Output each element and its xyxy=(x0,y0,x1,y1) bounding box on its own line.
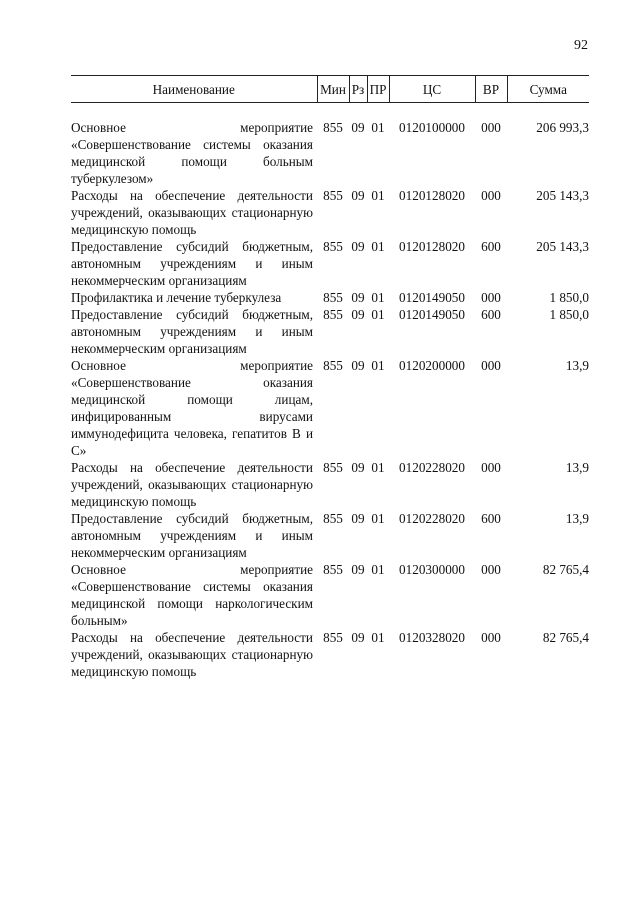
row-name: Предоставление субсидий бюджетным, автономным учреждениям и иным некоммерческим организациям xyxy=(71,511,313,560)
row-cs: 0120328020 xyxy=(399,630,465,645)
row-min: 855 xyxy=(323,630,343,645)
row-min: 855 xyxy=(323,358,343,373)
row-pr: 01 xyxy=(371,358,385,373)
row-pr: 01 xyxy=(371,511,385,526)
row-name: Расходы на обеспечение деятельности учреждений, оказывающих стационарную медицинскую помощь xyxy=(71,460,313,509)
table-row xyxy=(71,119,589,187)
table-row xyxy=(71,357,589,459)
table-row xyxy=(71,459,589,510)
row-min: 855 xyxy=(323,562,343,577)
row-vr: 000 xyxy=(481,562,501,577)
row-pr: 01 xyxy=(371,307,385,322)
table-row xyxy=(71,561,589,629)
row-rz: 09 xyxy=(351,460,365,475)
row-name: Предоставление субсидий бюджетным, автономным учреждениям и иным некоммерческим организациям xyxy=(71,307,313,356)
row-pr: 01 xyxy=(371,562,385,577)
row-sum: 13,9 xyxy=(565,358,589,373)
table-row xyxy=(71,629,589,680)
row-name: Основное мероприятие «Совершенствование системы оказания медицинской помощи наркологическим больным» xyxy=(71,562,313,628)
row-name: Расходы на обеспечение деятельности учреждений, оказывающих стационарную медицинскую помощь xyxy=(71,188,313,237)
row-sum: 1 850,0 xyxy=(549,290,589,305)
row-name: Профилактика и лечение туберкулеза xyxy=(71,290,282,305)
table-body xyxy=(71,103,589,681)
row-min: 855 xyxy=(323,460,343,475)
row-rz: 09 xyxy=(351,511,365,526)
header-pr: ПР xyxy=(367,76,389,103)
row-pr: 01 xyxy=(371,630,385,645)
row-rz: 09 xyxy=(351,290,365,305)
row-vr: 000 xyxy=(481,120,501,135)
row-cs: 0120200000 xyxy=(399,358,465,373)
row-min: 855 xyxy=(323,239,343,254)
header-name: Наименование xyxy=(71,76,317,103)
table-header xyxy=(71,76,589,103)
table-row xyxy=(71,289,589,306)
table-row xyxy=(71,187,589,238)
row-cs: 0120100000 xyxy=(399,120,465,135)
row-rz: 09 xyxy=(351,239,365,254)
row-sum: 205 143,3 xyxy=(536,239,589,254)
row-pr: 01 xyxy=(371,120,385,135)
row-min: 855 xyxy=(323,188,343,203)
row-min: 855 xyxy=(323,511,343,526)
row-min: 855 xyxy=(323,307,343,322)
row-pr: 01 xyxy=(371,460,385,475)
row-vr: 600 xyxy=(481,239,501,254)
row-name: Основное мероприятие «Совершенствование системы оказания медицинской помощи больным туберкулезом» xyxy=(71,120,313,186)
row-sum: 1 850,0 xyxy=(549,307,589,322)
row-name: Расходы на обеспечение деятельности учреждений, оказывающих стационарную медицинскую помощь xyxy=(71,630,313,679)
row-cs: 0120149050 xyxy=(399,307,465,322)
budget-table xyxy=(71,75,589,680)
table-row xyxy=(71,238,589,289)
row-cs: 0120300000 xyxy=(399,562,465,577)
row-min: 855 xyxy=(323,120,343,135)
row-rz: 09 xyxy=(351,188,365,203)
row-vr: 000 xyxy=(481,630,501,645)
header-vr: ВР xyxy=(475,76,507,103)
row-sum: 13,9 xyxy=(565,511,589,526)
row-rz: 09 xyxy=(351,307,365,322)
row-cs: 0120228020 xyxy=(399,460,465,475)
row-cs: 0120128020 xyxy=(399,188,465,203)
row-vr: 600 xyxy=(481,511,501,526)
row-pr: 01 xyxy=(371,239,385,254)
page-number: 92 xyxy=(574,38,588,53)
header-rz: Рз xyxy=(349,76,367,103)
table-row xyxy=(71,306,589,357)
row-vr: 000 xyxy=(481,290,501,305)
row-vr: 600 xyxy=(481,307,501,322)
row-rz: 09 xyxy=(351,120,365,135)
row-sum: 205 143,3 xyxy=(536,188,589,203)
row-sum: 82 765,4 xyxy=(542,562,589,577)
row-cs: 0120228020 xyxy=(399,511,465,526)
table-row xyxy=(71,510,589,561)
row-vr: 000 xyxy=(481,358,501,373)
row-cs: 0120149050 xyxy=(399,290,465,305)
header-sum: Сумма xyxy=(507,76,589,103)
row-pr: 01 xyxy=(371,290,385,305)
row-vr: 000 xyxy=(481,188,501,203)
header-cs: ЦС xyxy=(389,76,475,103)
row-min: 855 xyxy=(323,290,343,305)
row-sum: 82 765,4 xyxy=(542,630,589,645)
row-name: Предоставление субсидий бюджетным, автономным учреждениям и иным некоммерческим организациям xyxy=(71,239,313,288)
row-cs: 0120128020 xyxy=(399,239,465,254)
row-name: Основное мероприятие «Совершенствование оказания медицинской помощи лицам, инфицированным вирусами иммунодефицита человека, гепатитов В и С» xyxy=(71,358,313,458)
row-pr: 01 xyxy=(371,188,385,203)
row-rz: 09 xyxy=(351,562,365,577)
header-min: Мин xyxy=(317,76,349,103)
row-vr: 000 xyxy=(481,460,501,475)
row-sum: 13,9 xyxy=(565,460,589,475)
row-rz: 09 xyxy=(351,630,365,645)
row-rz: 09 xyxy=(351,358,365,373)
row-sum: 206 993,3 xyxy=(536,120,589,135)
